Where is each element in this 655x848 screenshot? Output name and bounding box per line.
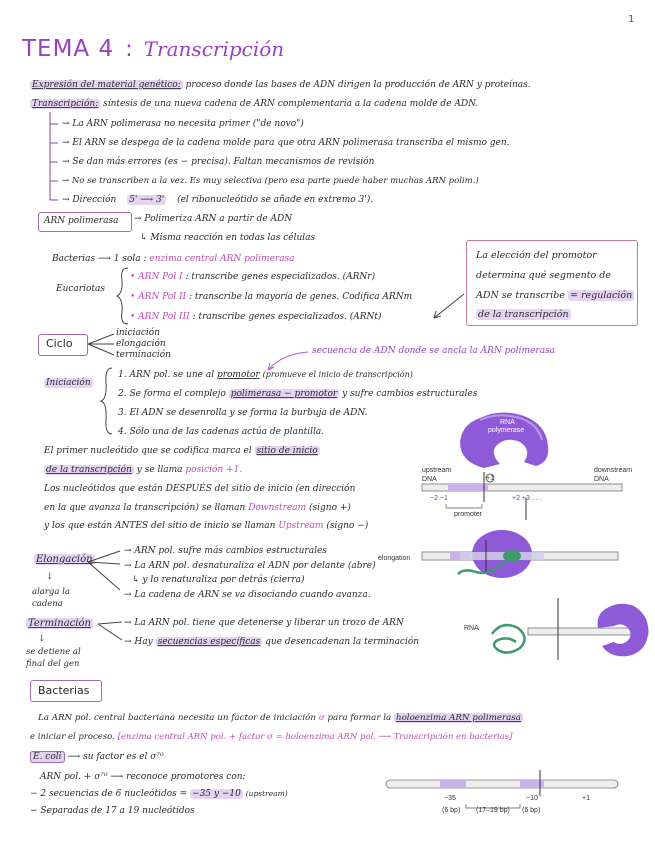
elongacion-point-4: → La cadena de ARN se va disociando cuando avanza. — [124, 590, 371, 600]
bacterias-line-6: − Separadas de 17 a 19 nucleótidos — [30, 806, 195, 816]
secuencia-note: secuencia de ADN donde se ancla la ARN polimerasa — [312, 346, 556, 356]
upstream-label: upstream — [422, 467, 452, 474]
direccion-note: (el ribonucleótido se añade en extremo 3'). — [177, 195, 374, 205]
plus-one-label: +1 — [486, 475, 494, 482]
transcripcion-text: síntesis de una nueva cadena de ARN complementaria a la cadena molde de ADN. — [103, 99, 479, 109]
arn-polimerasa-label: ARN polimerasa — [44, 216, 119, 226]
ciclo-phase-2: elongación — [116, 339, 166, 349]
eucariotas-item-1: • ARN Pol I : transcribe genes especializados. (ARNr) — [130, 272, 376, 282]
promoter-diagram — [384, 770, 624, 830]
elongacion-label: Elongación — [36, 554, 93, 565]
elongation-diagram — [378, 528, 650, 588]
transcripcion-label: Transcripción: — [32, 99, 99, 109]
bacterias-line — [52, 254, 295, 264]
title-name: Transcripción — [143, 37, 285, 61]
bacterias-line-value: enzima central ARN polimerasa — [149, 254, 295, 264]
elongacion-point-2: → La ARN pol. desnaturaliza el ADN por delante (abre) — [124, 561, 376, 571]
terminacion-sub: se detiene al final del gen — [26, 647, 81, 669]
arn-polimerasa-point-2: ↳ Misma reacción en todas las células — [140, 233, 316, 243]
sitio-line-4: en la que avanza la transcripción) se llaman Downstream (signo +) — [44, 503, 351, 513]
promotor-box-line-3: ADN se transcribe = regulación — [476, 290, 633, 301]
ciclo-branches — [88, 328, 118, 362]
initiation-diagram — [420, 410, 650, 520]
ecoli-line: E. coli ⟶ su factor es el σ⁷⁰ — [30, 752, 164, 762]
downstream-dna-label: DNA — [594, 476, 609, 483]
direccion-value: 5' ⟶ 3' — [129, 195, 165, 205]
eucariotas-item-2: • ARN Pol II : transcribe la mayoría de genes. Codifica ARNm — [130, 292, 413, 302]
transcripcion-point-4: → No se transcriben a la vez. Es muy selectiva (pero esa parte puede haber muchas ARN polim.) — [62, 176, 479, 186]
minus-marks: −2 −1 — [430, 495, 448, 502]
bacterias-label: Bacterias — [38, 684, 90, 697]
ciclo-label: Ciclo — [46, 337, 73, 350]
elongacion-point-3: ↳ y lo renaturaliza por detrás (cierra) — [132, 575, 305, 585]
expresion-label: Expresión del material genético: — [32, 80, 181, 90]
transcripcion-point-2: → El ARN se despega de la cadena molde para que otra ARN polimerasa transcriba el mismo gen. — [62, 138, 510, 148]
promotor-box-line-1: La elección del promotor — [476, 250, 597, 261]
expresion-text: proceso donde las bases de ADN dirigen la producción de ARN y proteínas. — [185, 80, 531, 90]
minus10-label: −10 — [526, 795, 538, 802]
elongacion-arrow: ↓ — [46, 572, 54, 582]
page-title — [22, 36, 284, 62]
terminacion-branches — [96, 616, 126, 646]
direccion-label: Dirección — [72, 195, 117, 205]
page-number: 1 — [628, 14, 635, 25]
terminacion-point-2: → Hay secuencias específicas que desencadenan la terminación — [124, 637, 420, 647]
sitio-line-5: y los que están ANTES del sitio de inicio se llaman Upstream (signo −) — [44, 521, 369, 531]
promotor-arrow — [430, 292, 470, 322]
sitio-line-3: Los nucleótidos que están DESPUÉS del sitio de inicio (en dirección — [44, 484, 356, 494]
sitio-line-2: de la transcripción y se llama posición +1. — [46, 465, 243, 475]
sitio-line-1: El primer nucleótido que se codifica marca el sitio de inicio — [44, 446, 318, 456]
bacterias-line-4: ARN pol. + σ⁷⁰ ⟶ reconoce promotores con: — [40, 772, 246, 782]
downstream-label: downstream — [594, 467, 633, 474]
bp6b-label: (6 bp) — [522, 807, 541, 814]
eucariotas-label: Eucariotas — [56, 284, 105, 294]
ecoli-label: E. coli — [30, 751, 65, 763]
bacterias-line-5: − 2 secuencias de 6 nucleótidos = −35 y −10 (upstream) — [30, 789, 288, 799]
promotor-box-line-2: determina qué segmento de — [476, 270, 611, 281]
iniciacion-step-2: 2. Se forma el complejo polimerasa − promotor y sufre cambios estructurales — [118, 389, 478, 399]
arn-polimerasa-point-1: → Polimeriza ARN a partir de ADN — [134, 214, 293, 224]
bacterias-line-label: Bacterias ⟶ 1 sola : — [52, 254, 147, 264]
promoter-label: promoter — [454, 511, 483, 518]
terminacion-label: Terminación — [28, 618, 91, 629]
expresion-line — [30, 80, 531, 90]
transcripcion-point-1: → La ARN polimerasa no necesita primer ("de novo") — [62, 119, 304, 129]
plus-marks: +2 +3 . . . — [512, 495, 542, 502]
iniciacion-brace — [100, 366, 116, 436]
iniciacion-label: Iniciación — [46, 378, 91, 388]
terminacion-arrow: ↓ — [38, 634, 46, 644]
bp6a-label: (6 bp) — [442, 807, 461, 814]
terminacion-point-1: → La ARN pol. tiene que detenerse y liberar un trozo de ARN — [124, 618, 404, 628]
ciclo-phase-3: terminación — [116, 350, 171, 360]
elongacion-sub: alarga la cadena — [32, 587, 70, 609]
bacterias-line-1: La ARN pol. central bacteriana necesita un factor de iniciación σ para formar la holoenzima ARN polimerasa — [38, 713, 521, 723]
upstream-dna-label: DNA — [422, 476, 437, 483]
promotor-box-line-4: de la transcripción — [478, 309, 569, 320]
bacterias-line-2: e iniciar el proceso. [enzima central ARN pol. + factor σ = holoenzima ARN pol. ⟶ Transcripción en bacterias] — [30, 732, 513, 742]
ciclo-phase-1: iniciación — [116, 328, 160, 338]
termination-diagram — [458, 594, 655, 674]
polymerase-label: polymerase — [488, 427, 525, 434]
minus35-label: −35 — [444, 795, 456, 802]
transcripcion-point-3: → Se dan más errores (es − precisa). Faltan mecanismos de revisión — [62, 157, 375, 167]
iniciacion-step-4: 4. Sólo una de las cadenas actúa de plantilla. — [118, 427, 325, 437]
title-colon: : — [125, 37, 133, 62]
elongation-label: elongation — [378, 555, 411, 562]
rna-label: RNA — [500, 419, 515, 426]
transcripcion-line — [30, 99, 478, 109]
termination-rna-label: RNA — [464, 625, 479, 632]
bp17-label: (17–19 bp) — [476, 807, 510, 814]
title-tema: TEMA 4 — [22, 36, 115, 62]
iniciacion-step-1: 1. ARN pol. se une al promotor (promueve el inicio de transcripción) — [118, 370, 413, 380]
elongacion-branches — [86, 548, 126, 598]
eucariotas-item-3: • ARN Pol III : transcribe genes especializados. (ARNt) — [130, 312, 382, 322]
direccion-line: → Dirección 5' ⟶ 3' (el ribonucleótido se añade en extremo 3'). — [62, 195, 374, 205]
elongacion-point-1: → ARN pol. sufre más cambios estructurales — [124, 546, 327, 556]
plus1-promoter-label: +1 — [582, 795, 590, 802]
iniciacion-step-3: 3. El ADN se desenrolla y se forma la burbuja de ADN. — [118, 408, 368, 418]
